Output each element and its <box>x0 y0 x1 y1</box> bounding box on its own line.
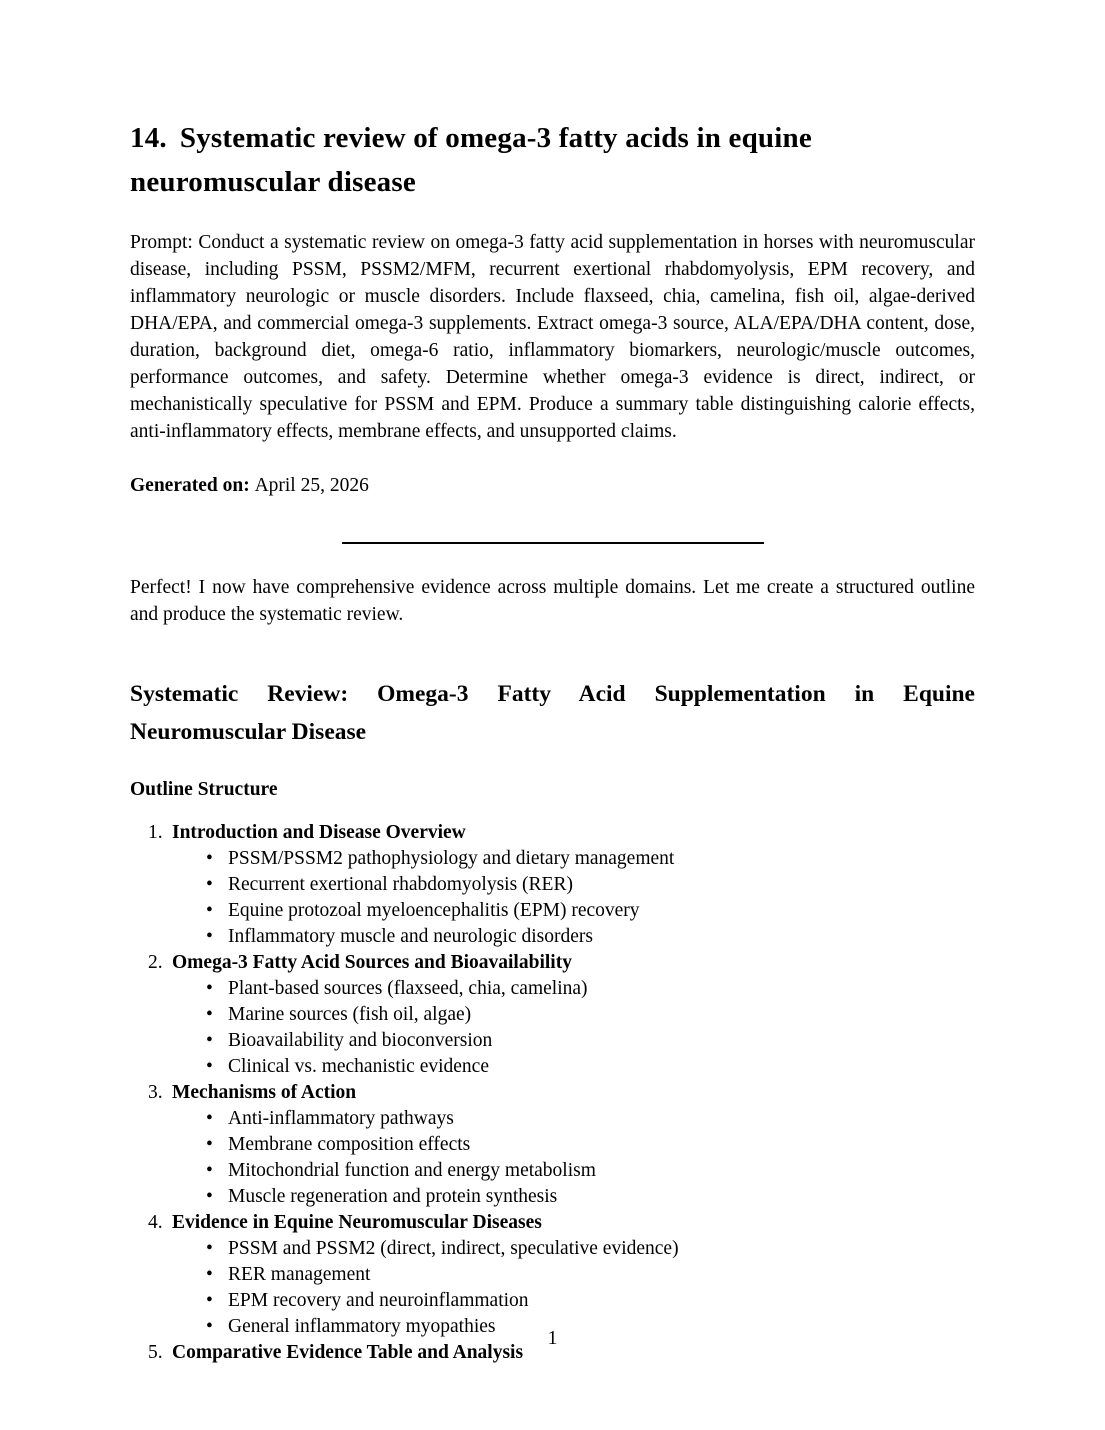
outline-structure-label: Outline Structure <box>130 779 278 800</box>
list-item-text: RER management <box>228 1264 371 1285</box>
prompt-paragraph: Prompt: Conduct a systematic review on omega-3 fatty acid supplementation in horses with neuromuscular disease, including PSSM, PSSM2/MFM, recurrent exertional rhabdomyolysis, EPM recovery, and inflammatory neurologic or muscle disorders. Include flaxseed, chia, camelina, fish oil, algae-derived DHA/EPA, and commercial omega-3 supplements. Extract omega-3 source, ALA/EPA/DHA content, dose, duration, background diet, omega-6 ratio, inflammatory biomarkers, neurologic/muscle outcomes, performance outcomes, and safety. Determine whether omega-3 evidence is direct, indirect, or mechanistically speculative for PSSM and EPM. Produce a summary table distinguishing calorie effects, anti-inflammatory effects, membrane effects, and unsupported claims. <box>130 232 975 442</box>
intro-paragraph: Perfect! I now have comprehensive evidence across multiple domains. Let me create a structured outline and produce the systematic review. <box>130 577 975 625</box>
bullet-icon: • <box>206 900 213 921</box>
list-item <box>130 1184 975 1210</box>
list-item-text: Membrane composition effects <box>228 1134 471 1155</box>
outline-item-number: 2. <box>148 952 163 973</box>
outline-list <box>130 820 975 1366</box>
outline-item-title: Comparative Evidence Table and Analysis <box>172 1342 524 1363</box>
bullet-icon: • <box>206 1238 213 1259</box>
list-item <box>130 1236 975 1262</box>
bullet-icon: • <box>206 1264 213 1285</box>
list-item <box>130 872 975 898</box>
outline-item <box>130 1210 975 1236</box>
list-item-text: Mitochondrial function and energy metabolism <box>228 1160 596 1181</box>
list-item-text: Marine sources (fish oil, algae) <box>228 1004 472 1025</box>
bullet-icon: • <box>206 874 213 895</box>
list-item <box>130 1106 975 1132</box>
document-title-text: Systematic review of omega-3 fatty acids in equine neuromuscular disease <box>130 122 812 198</box>
bullet-icon: • <box>206 1056 213 1077</box>
list-item <box>130 898 975 924</box>
document-content <box>130 0 975 1366</box>
section-number: 14. <box>130 122 167 154</box>
page-number: 1 <box>547 1328 558 1349</box>
outline-item <box>130 820 975 846</box>
outline-item-title: Omega-3 Fatty Acid Sources and Bioavailability <box>172 952 572 973</box>
review-heading: Systematic Review: Omega-3 Fatty Acid Supplementation in Equine Neuromuscular Disease <box>130 681 975 745</box>
bullet-icon: • <box>206 1004 213 1025</box>
list-item-text: Inflammatory muscle and neurologic disorders <box>228 926 593 947</box>
outline-item <box>130 1080 975 1106</box>
bullet-icon: • <box>206 926 213 947</box>
list-item <box>130 1132 975 1158</box>
list-item-text: PSSM/PSSM2 pathophysiology and dietary management <box>228 848 675 869</box>
list-item <box>130 1288 975 1314</box>
list-item-text: Clinical vs. mechanistic evidence <box>228 1056 489 1077</box>
generated-on-line <box>130 472 975 499</box>
list-item <box>130 976 975 1002</box>
list-item <box>130 924 975 950</box>
list-item <box>130 1054 975 1080</box>
bullet-icon: • <box>206 1030 213 1051</box>
outline-item-number: 1. <box>148 822 163 843</box>
generated-on-date: April 25, 2026 <box>254 475 369 496</box>
outline-item-title: Introduction and Disease Overview <box>172 822 466 843</box>
list-item-text: Anti-inflammatory pathways <box>228 1108 454 1129</box>
list-item-text: Bioavailability and bioconversion <box>228 1030 493 1051</box>
outline-item-number: 5. <box>148 1342 163 1363</box>
bullet-icon: • <box>206 1316 213 1337</box>
bullet-icon: • <box>206 1160 213 1181</box>
outline-item-title: Evidence in Equine Neuromuscular Diseases <box>172 1212 542 1233</box>
bullet-icon: • <box>206 1134 213 1155</box>
list-item <box>130 1158 975 1184</box>
list-item-text: Recurrent exertional rhabdomyolysis (RER) <box>228 874 573 895</box>
list-item-text: Muscle regeneration and protein synthesis <box>228 1186 558 1207</box>
list-item <box>130 846 975 872</box>
list-item <box>130 1028 975 1054</box>
generated-on-label: Generated on: <box>130 475 250 496</box>
list-item <box>130 1262 975 1288</box>
divider-rule <box>342 542 764 544</box>
list-item-text: EPM recovery and neuroinflammation <box>228 1290 529 1311</box>
outline-item-number: 3. <box>148 1082 163 1103</box>
list-item-text: Equine protozoal myeloencephalitis (EPM) recovery <box>228 900 640 921</box>
list-item-text: Plant-based sources (flaxseed, chia, camelina) <box>228 978 588 999</box>
list-item <box>130 1002 975 1028</box>
bullet-icon: • <box>206 848 213 869</box>
bullet-icon: • <box>206 1290 213 1311</box>
outline-item-title: Mechanisms of Action <box>172 1082 357 1103</box>
outline-item <box>130 950 975 976</box>
list-item-text: PSSM and PSSM2 (direct, indirect, speculative evidence) <box>228 1238 679 1259</box>
outline-item-number: 4. <box>148 1212 163 1233</box>
document-title <box>130 116 975 204</box>
bullet-icon: • <box>206 1186 213 1207</box>
bullet-icon: • <box>206 1108 213 1129</box>
bullet-icon: • <box>206 978 213 999</box>
list-item-text: General inflammatory myopathies <box>228 1316 496 1337</box>
